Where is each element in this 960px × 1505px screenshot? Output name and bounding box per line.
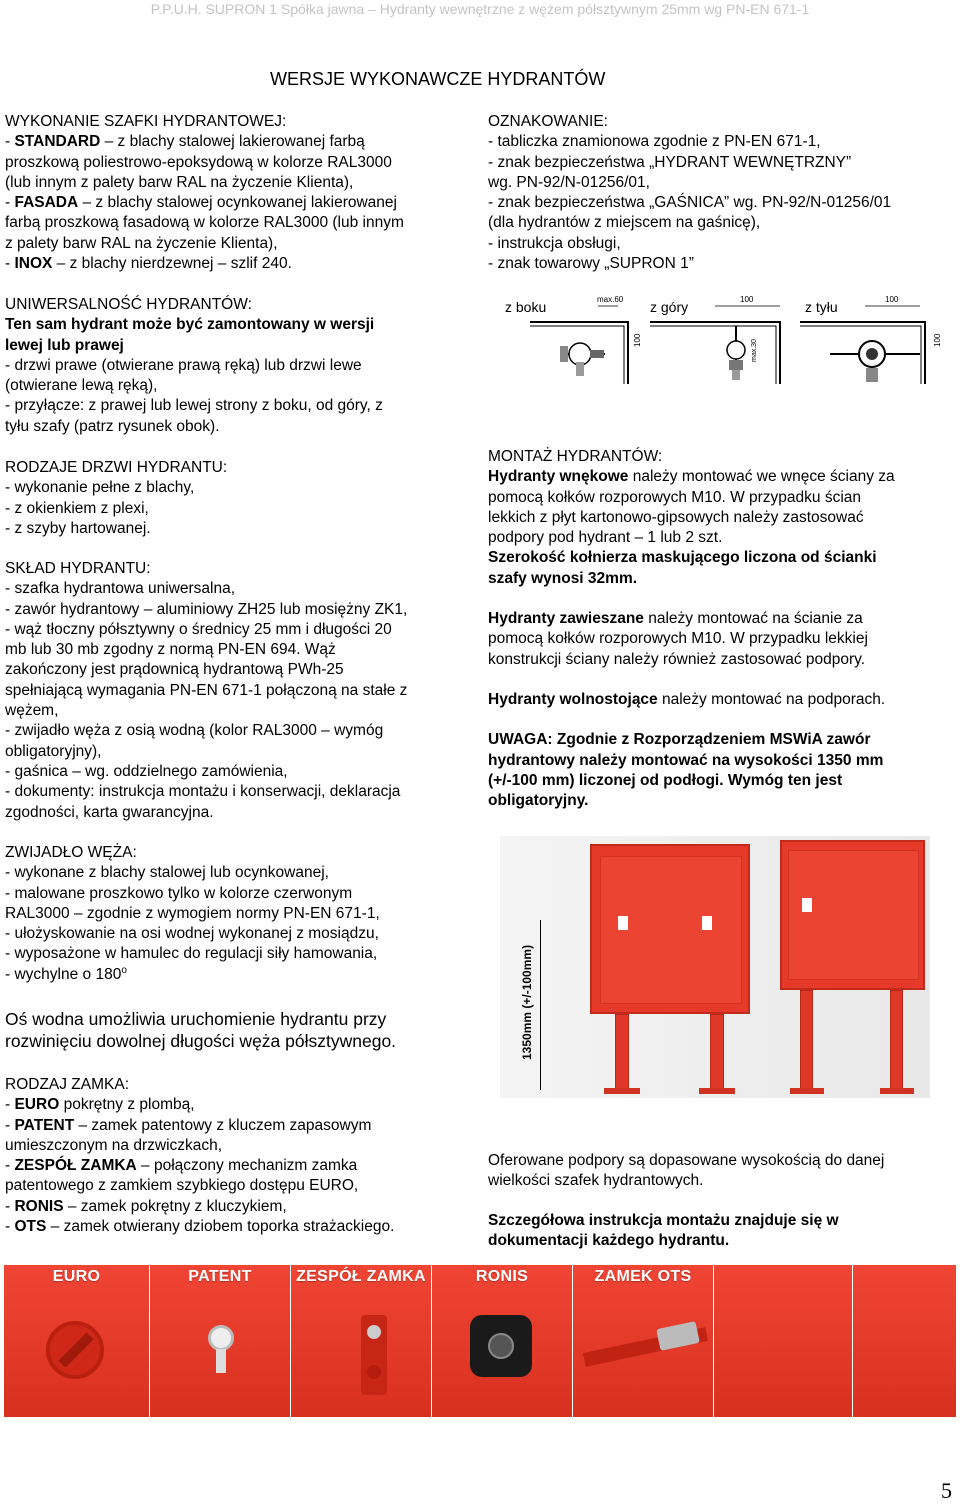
section-heading: OZNAKOWANIE: xyxy=(488,113,608,130)
section-zamek xyxy=(5,1075,394,1237)
text-line xyxy=(5,213,404,233)
bold-term: Hydranty wnękowe xyxy=(488,468,629,486)
bold-line: Ten sam hydrant może być zamontowany w wersji xyxy=(5,316,375,334)
text-line: - z okienkiem z plexi, xyxy=(5,499,149,517)
text-line xyxy=(5,1116,394,1136)
hydrant-cabinets-photo xyxy=(500,836,930,1098)
zamek-lines xyxy=(5,1095,394,1237)
montaz-paragraph xyxy=(488,690,895,710)
sklad-lines xyxy=(5,579,407,823)
text-span: - xyxy=(5,133,15,151)
text-line xyxy=(5,1197,394,1217)
oznakowanie-lines xyxy=(488,132,891,274)
text-line xyxy=(5,1095,394,1115)
bold-term: Hydranty zawieszane xyxy=(488,610,644,628)
text-line xyxy=(5,965,380,985)
text-line xyxy=(488,650,895,670)
lock-photo-blank-1 xyxy=(714,1265,852,1417)
bold-term: ZESPÓŁ ZAMKA xyxy=(14,1157,137,1175)
text-line: obligatoryjny), xyxy=(5,742,102,760)
text-line xyxy=(5,153,404,173)
degree-mark: o xyxy=(121,964,127,976)
podpory-note xyxy=(488,1151,884,1192)
text-line xyxy=(5,1136,394,1156)
bold-term: INOX xyxy=(14,255,53,273)
text-line: - szafka hydrantowa uniwersalna, xyxy=(5,580,236,598)
text-line xyxy=(488,569,895,589)
text-line: wielkości szafek hydrantowych. xyxy=(488,1172,704,1190)
dim-label: max.30 xyxy=(751,339,758,362)
text-line xyxy=(488,548,895,568)
lock-label: EURO xyxy=(52,1268,101,1285)
text-span: podpory pod hydrant – 1 lub 2 szt. xyxy=(488,529,723,547)
text-line: Oś wodna umożliwia uruchomienie hydrantu przy xyxy=(5,1009,387,1029)
text-line: (otwierane lewą ręką), xyxy=(5,377,158,395)
text-line: - znak bezpieczeństwa „HYDRANT WEWNĘTRZNY” xyxy=(488,153,852,171)
section-uniwersalnosc xyxy=(5,295,383,437)
section-szafka xyxy=(5,112,404,274)
text-span: konstrukcji ściany należy również zastosować podpory. xyxy=(488,650,866,668)
dim-label: 100 xyxy=(633,333,642,347)
text-line xyxy=(488,690,895,710)
text-line: - drzwi prawe (otwierane prawą ręką) lub drzwi lewe xyxy=(5,356,362,374)
text-line: - znak bezpieczeństwa „GAŚNICA” wg. PN-92/N-01256/01 xyxy=(488,194,892,212)
section-heading: ZWIJADŁO WĘŻA: xyxy=(5,844,137,861)
text-span: należy montować na podporach. xyxy=(657,690,886,708)
text-span: proszkową poliestrowo-epoksydową w kolorze RAL3000 xyxy=(5,153,392,171)
section-heading: WYKONANIE SZAFKI HYDRANTOWEJ: xyxy=(5,113,287,130)
text-line xyxy=(5,132,404,152)
dim-label: max.60 xyxy=(597,295,624,304)
text-span: farbą proszkową fasadową w kolorze RAL3000 (lub innym xyxy=(5,214,404,232)
text-line: (+/-100 mm) liczonej od podłogi. Wymóg ten jest xyxy=(488,771,843,789)
bold-term: Szerokość kołnierza maskującego liczona od ścianki xyxy=(488,549,877,567)
lock-photo-ronis xyxy=(432,1265,572,1417)
bold-term: PATENT xyxy=(14,1116,75,1134)
text-line xyxy=(488,467,895,487)
text-line: Oferowane podpory są dopasowane wysokością do danej xyxy=(488,1152,885,1169)
text-span: - xyxy=(5,255,15,273)
bold-term: RONIS xyxy=(14,1197,64,1215)
text-line: - zwijadło węża z osią wodną (kolor RAL3000 – wymóg xyxy=(5,722,384,740)
text-span: pokrętny z plombą, xyxy=(59,1096,195,1114)
section-heading: SKŁAD HYDRANTU: xyxy=(5,560,151,577)
text-line: spełniającą wymagania PN-EN 671-1 połączoną na stałe z xyxy=(5,681,408,699)
text-span: patentowego z zamkiem szybkiego dostępu EURO, xyxy=(5,1177,359,1195)
text-line xyxy=(5,1217,394,1237)
text-line: - zawór hydrantowy – aluminiowy ZH25 lub mosiężny ZK1, xyxy=(5,600,408,618)
section-oznakowanie xyxy=(488,112,891,274)
cabinet-right xyxy=(780,840,925,990)
text-line: rozwinięciu dowolnej długości węża półsztywnego. xyxy=(5,1031,397,1051)
text-line: RAL3000 – zgodnie z wymogiem normy PN-EN 671-1, xyxy=(5,904,380,922)
text-span: lekkich z płyt kartonowo-gipsowych należy zastosować xyxy=(488,508,864,526)
section-drzwi xyxy=(5,458,227,539)
text-line: zgodności, karta gwarancyjna. xyxy=(5,803,214,821)
section-montaz xyxy=(488,447,895,811)
bold-line: lewej lub prawej xyxy=(5,336,124,354)
text-line: - przyłącze: z prawej lub lewej strony z boku, od góry, z xyxy=(5,397,383,415)
height-dimension-label: 1350mm (+/-100mm) xyxy=(520,944,534,1060)
lock-label: RONIS xyxy=(475,1268,529,1285)
text-line: tyłu szafy (patrz rysunek obok). xyxy=(5,417,220,435)
montaz-paragraph xyxy=(488,467,895,589)
text-line: - gaśnica – wg. oddzielnego zamówienia, xyxy=(5,762,288,780)
drawing-label: z tyłu xyxy=(805,299,838,315)
text-line: dokumentacji każdego hydrantu. xyxy=(488,1232,730,1250)
text-span: z palety barw RAL na życzenie Klienta), xyxy=(5,234,278,252)
text-line: - wykonane z blachy stalowej lub ocynkowanej, xyxy=(5,864,329,882)
lock-label: ZESPÓŁ ZAMKA xyxy=(296,1268,426,1285)
text-line: wężem, xyxy=(5,702,59,720)
uwaga-notice xyxy=(488,730,895,811)
text-line xyxy=(488,488,895,508)
text-line xyxy=(488,609,895,629)
lock-photo-zespol xyxy=(291,1265,431,1417)
lock-photo-patent xyxy=(150,1265,290,1417)
text-line xyxy=(488,528,895,548)
text-span: – z blachy nierdzewnej – szlif 240. xyxy=(52,255,292,273)
text-span: – zamek patentowy z kluczem zapasowym xyxy=(74,1116,372,1134)
text-span: należy montować we wnęce ściany za xyxy=(628,468,895,486)
text-span: – zamek otwierany dziobem toporka strażackiego. xyxy=(46,1218,395,1236)
text-span: - xyxy=(5,194,15,212)
lock-photo-euro xyxy=(4,1265,149,1417)
text-line xyxy=(5,173,404,193)
text-span: pomocą kołków rozporowych M10. W przypadku lekkiej xyxy=(488,630,868,648)
page-number: 5 xyxy=(941,1478,952,1503)
text-line xyxy=(488,508,895,528)
text-line xyxy=(5,254,404,274)
text-line: hydrantowy należy montować na wysokości 1350 mm xyxy=(488,751,884,769)
text-span: – połączony mechanizm zamka xyxy=(136,1157,358,1175)
text-span: umieszczonym na drzwiczkach, xyxy=(5,1136,223,1154)
text-line: - tabliczka znamionowa zgodnie z PN-EN 671-1, xyxy=(488,133,821,151)
text-line: - znak towarowy „SUPRON 1” xyxy=(488,255,694,273)
text-line: - wyposażone w hamulec do regulacji siły hamowania, xyxy=(5,945,378,963)
dim-label: 100 xyxy=(740,295,754,304)
section-sklad xyxy=(5,559,407,823)
szafka-lines xyxy=(5,132,404,274)
text-span: należy montować na ścianie za xyxy=(643,610,863,628)
text-span: (lub innym z palety barw RAL na życzenie Klienta), xyxy=(5,173,354,191)
text-line: UWAGA: Zgodnie z Rozporządzeniem MSWiA zawór xyxy=(488,731,871,749)
text-line: - instrukcja obsługi, xyxy=(488,234,621,252)
text-line xyxy=(5,1176,394,1196)
section-heading: RODZAJE DRZWI HYDRANTU: xyxy=(5,459,228,476)
text-line: - ułożyskowanie na osi wodnej wykonanej z mosiądzu, xyxy=(5,925,379,943)
page-title: WERSJE WYKONAWCZE HYDRANTÓW xyxy=(270,69,606,89)
text-line: zakończony jest prądownicą hydrantową PWh-25 xyxy=(5,661,344,679)
instrukcja-note xyxy=(488,1211,839,1252)
text-line: - malowane proszkowo tylko w kolorze czerwonym xyxy=(5,884,353,902)
bold-term: EURO xyxy=(14,1096,60,1114)
text-line xyxy=(488,629,895,649)
text-line: - z szyby hartowanej. xyxy=(5,519,151,537)
text-line xyxy=(5,193,404,213)
os-wodna-note xyxy=(5,1008,396,1052)
bold-term: szafy wynosi 32mm. xyxy=(488,569,638,587)
text-line: (dla hydrantów z miejscem na gaśnicę), xyxy=(488,214,761,232)
connection-drawings-svg xyxy=(500,292,955,392)
text-span: - xyxy=(5,1157,15,1175)
bold-term: STANDARD xyxy=(14,133,101,151)
dim-label: 100 xyxy=(933,333,942,347)
dim-label: 100 xyxy=(885,295,899,304)
section-heading: RODZAJ ZAMKA: xyxy=(5,1076,130,1093)
drawing-label: z boku xyxy=(505,299,547,315)
drawing-label: z góry xyxy=(650,299,689,315)
section-heading: MONTAŻ HYDRANTÓW: xyxy=(488,448,663,465)
montaz-paragraph xyxy=(488,609,895,670)
text-span: - xyxy=(5,1096,15,1114)
bold-term: FASADA xyxy=(14,194,79,212)
lock-photo-blank-2 xyxy=(853,1265,956,1417)
text-span: – zamek pokrętny z kluczykiem, xyxy=(63,1197,287,1215)
text-line: - dokumenty: instrukcja montażu i konserwacji, deklaracja xyxy=(5,783,401,801)
section-heading: UNIWERSALNOŚĆ HYDRANTÓW: xyxy=(5,296,252,313)
text-span: - xyxy=(5,1218,15,1236)
cabinet-left xyxy=(590,844,750,1014)
text-line xyxy=(5,234,404,254)
text-line: obligatoryjny. xyxy=(488,792,589,810)
bold-term: OTS xyxy=(14,1218,47,1236)
bold-term: Hydranty wolnostojące xyxy=(488,690,658,708)
text-line: wg. PN-92/N-01256/01, xyxy=(488,173,650,191)
text-line: - wąż tłoczny półsztywny o średnicy 25 mm i długości 20 xyxy=(5,620,392,638)
section-zwijadlo xyxy=(5,843,380,985)
text-span: – z blachy stalowej lakierowanej farbą xyxy=(100,133,365,151)
lock-photo-ots xyxy=(573,1265,713,1417)
text-line xyxy=(5,1156,394,1176)
text-span: - xyxy=(5,1116,15,1134)
text-line: Szczegółowa instrukcja montażu znajduje się w xyxy=(488,1212,839,1229)
connection-drawings xyxy=(500,292,955,392)
text-line: mb lub 30 mb zgodny z normą PN-EN 694. Wąż xyxy=(5,641,336,659)
text-span: - xyxy=(5,1197,15,1215)
text-line: - wykonanie pełne z blachy, xyxy=(5,479,195,497)
page-header: P.P.U.H. SUPRON 1 Spółka jawna – Hydranty wewnętrzne z wężem półsztywnym 25mm wg PN-EN 671-1 xyxy=(150,1,810,17)
text-span: – z blachy stalowej ocynkowanej lakierowanej xyxy=(78,194,397,212)
text-span: pomocą kołków rozporowych M10. W przypadku ścian xyxy=(488,488,862,506)
lock-label: ZAMEK OTS xyxy=(594,1268,692,1285)
text-span: - wychylne o 180 xyxy=(5,965,122,983)
lock-label: PATENT xyxy=(188,1268,252,1285)
